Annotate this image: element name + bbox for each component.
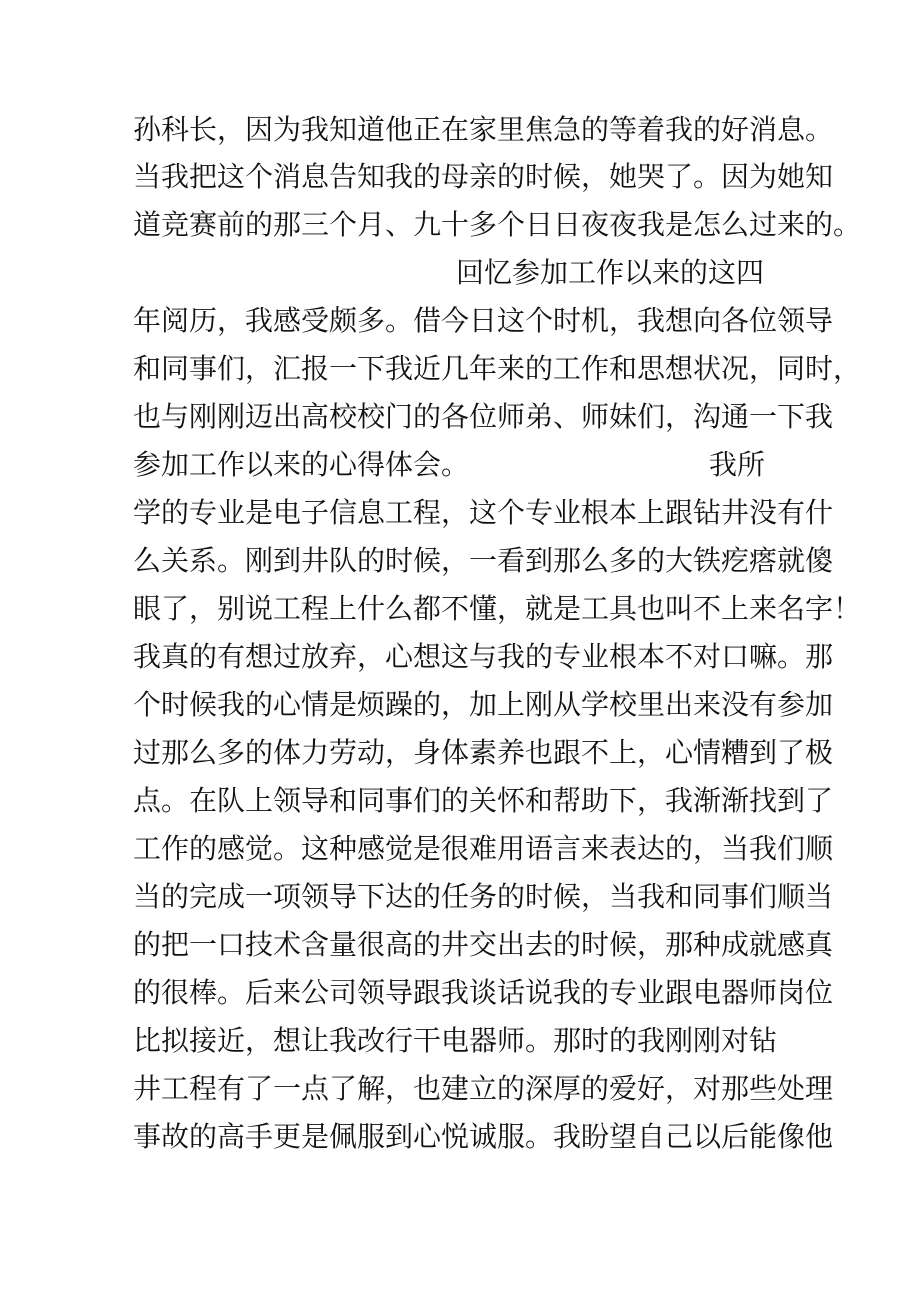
- text-line: 事故的高手更是佩服到心悦诚服。我盼望自己以后能像他: [133, 1120, 834, 1153]
- text-line: 点。在队上领导和同事们的关怀和帮助下，我渐渐找到了: [133, 784, 834, 817]
- text-line: 也与刚刚迈出高校校门的各位师弟、师妹们，沟通一下我: [133, 400, 834, 433]
- text-line: 我所: [709, 448, 766, 481]
- text-line: 孙科长，因为我知道他正在家里焦急的等着我的好消息。: [133, 113, 834, 146]
- text-line: 道竞赛前的那三个月、九十多个日日夜夜我是怎么过来的。: [133, 208, 862, 241]
- text-line: 过那么多的体力劳动，身体素养也跟不上，心情糟到了极: [133, 736, 834, 769]
- text-line: 井工程有了一点了解，也建立的深厚的爱好，对那些处理: [133, 1072, 834, 1105]
- text-line: 回忆参加工作以来的这四: [456, 256, 765, 289]
- text-line: 么关系。刚到井队的时候，一看到那么多的大铁疙瘩就傻: [133, 544, 834, 577]
- text-line: 眼了，别说工程上什么都不懂，就是工具也叫不上来名字！: [133, 592, 862, 625]
- text-line: 比拟接近，想让我改行干电器师。那时的我刚刚对钻: [133, 1024, 778, 1057]
- text-line: 和同事们，汇报一下我近几年来的工作和思想状况，同时，: [133, 352, 862, 385]
- text-line: 当的完成一项领导下达的任务的时候，当我和同事们顺当: [133, 880, 834, 913]
- text-line: 年阅历，我感受颇多。借今日这个时机，我想向各位领导: [133, 304, 834, 337]
- text-line: 个时候我的心情是烦躁的，加上刚从学校里出来没有参加: [133, 688, 834, 721]
- text-line: 的很棒。后来公司领导跟我谈话说我的专业跟电器师岗位: [133, 976, 834, 1009]
- text-line: 当我把这个消息告知我的母亲的时候，她哭了。因为她知: [133, 160, 834, 193]
- text-line: 参加工作以来的心得体会。: [133, 448, 470, 481]
- text-line: 工作的感觉。这种感觉是很难用语言来表达的，当我们顺: [133, 832, 834, 865]
- text-line: 我真的有想过放弃，心想这与我的专业根本不对口嘛。那: [133, 640, 834, 673]
- text-line: 的把一口技术含量很高的井交出去的时候，那种成就感真: [133, 928, 834, 961]
- text-line: 学的专业是电子信息工程，这个专业根本上跟钻井没有什: [133, 496, 834, 529]
